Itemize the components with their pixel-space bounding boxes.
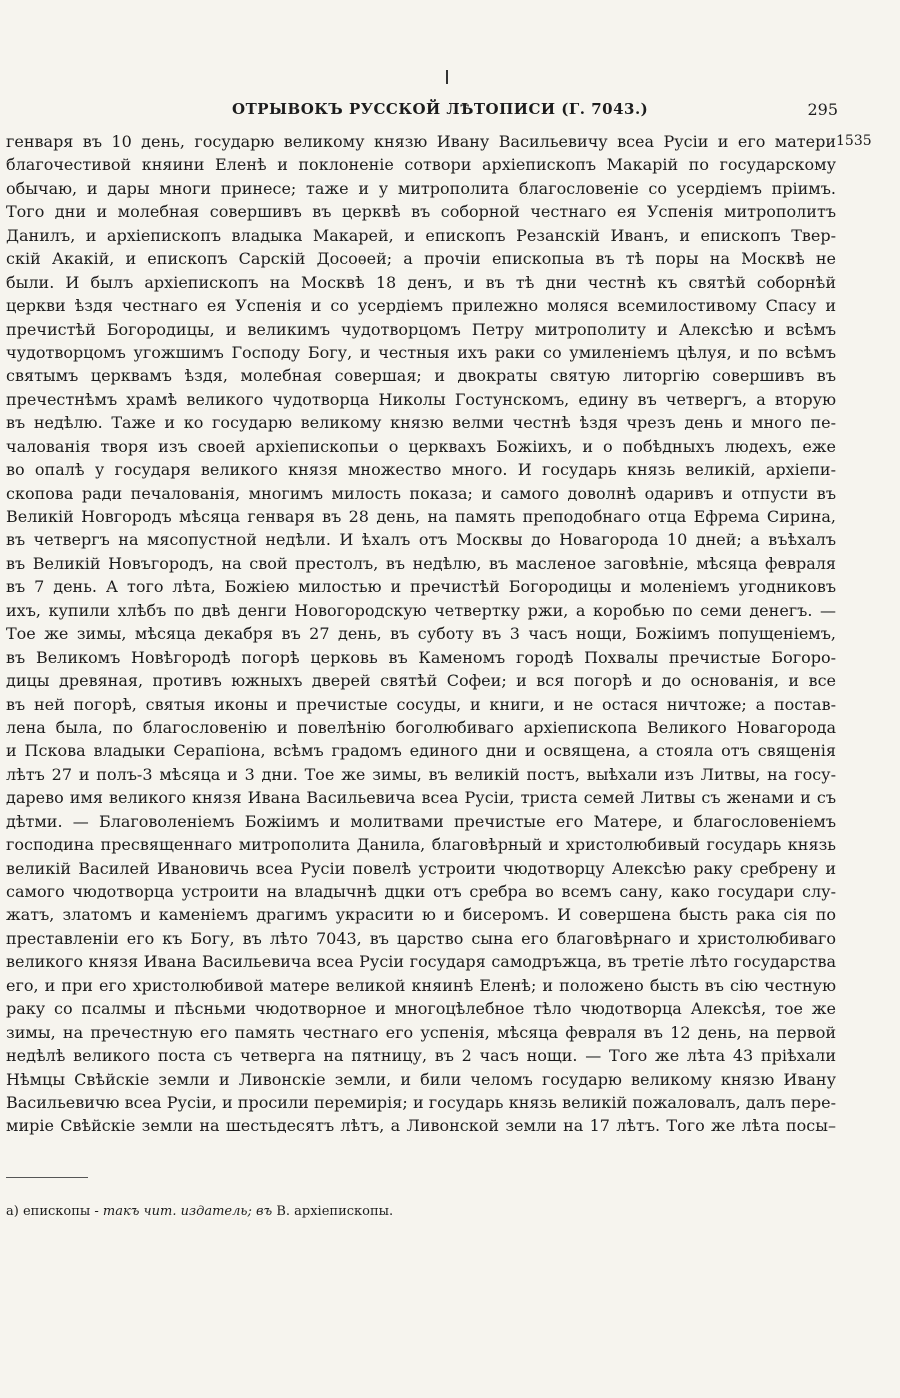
text-line: Васильевичю всеа Русіи, и просили перемирія; и государь князь великій пожаловалъ, далъ пере- (6, 1092, 836, 1112)
text-line: самого чюдотворца устроити на владычнѣ дцки отъ сребра во всемъ сану, како государи слу- (6, 882, 836, 901)
text-line: обычаю, и дары многи принесе; таже и у митрополита благословеніе со усердіемъ пріимъ. (6, 178, 836, 198)
text-line: его, и при его христолюбивой матере великой княинѣ Еленѣ; и положено бысть въ сію честную (6, 975, 836, 995)
text-line: Великій Новгородъ мѣсяца генваря въ 28 день, на память преподобнаго отца Ефрема Сирина, (6, 507, 836, 526)
text-line: въ Великій Новъгородъ, на свой престолъ, въ недѣлю, въ масленое заговѣніе, мѣсяца февраля (6, 553, 836, 573)
text-line: лена была, по благословенію и повелѣнію боголюбиваго архіепископа Великого Новагорода (6, 717, 836, 737)
text-line: во опалѣ у государя великого князя множество много. И государь князь великій, архіепи- (6, 460, 836, 480)
text-line: Тое же зимы, мѣсяца декабря въ 27 день, въ суботу въ 3 часъ нощи, Божіимъ попущеніемъ, (6, 624, 836, 644)
running-title: ОТРЫВОКЪ РУССКОЙ ЛѢТОПИСИ (Г. 7043.) (232, 100, 649, 118)
text-line: и Пскова владыки Серапіона, всѣмъ градомъ единого дни и освящена, а стояла отъ священія (6, 741, 836, 761)
text-line: въ 7 день. А того лѣта, Божіею милостью и пречистѣй Богородицы и моленіемъ угодниковъ (6, 577, 836, 597)
text-line: пречистѣй Богородицы, и великимъ чудотворцомъ Петру митрополиту и Алексѣю и всѣмъ (6, 319, 836, 339)
margin-year: 1535 (836, 133, 872, 149)
text-line: жатъ, златомъ и каменіемъ драгимъ украсити ю и бисеромъ. И совершена бысть рака сія по (6, 905, 836, 925)
text-line: въ четвергъ на мясопустной недѣли. И ѣхалъ отъ Москвы до Новагорода 10 дней; а въѣхалъ (6, 530, 836, 550)
text-line: лѣтъ 27 и полъ-3 мѣсяца и 3 дни. Тое же зимы, въ великій постъ, выѣхали изъ Литвы, на госу- (6, 764, 836, 784)
text-line: миріе Свѣйскіе земли на шестьдесятъ лѣтъ, а Ливонской земли на 17 лѣтъ. Того же лѣта посы– (6, 1116, 836, 1136)
text-line: раку со псалмы и пѣсньми чюдотворное и многоцѣлебное тѣло чюдотворца Алексѣя, тое же (6, 999, 836, 1019)
top-mark (446, 70, 448, 84)
text-line: дицы древяная, противъ южныхъ дверей святѣй Софеи; и вся погорѣ и до основанія, и все (6, 671, 836, 691)
footnote-marker: а) (6, 1204, 19, 1219)
text-line: святымъ церквамъ ѣздя, молебная совершая; и двократы святую литоргію совершивъ въ (6, 366, 836, 386)
page-number: 295 (807, 100, 838, 119)
footnote-rule (6, 1177, 88, 1178)
text-line: скій Акакій, и епископъ Сарскій Досоѳей; а прочіи епископыа въ тѣ поры на Москвѣ не (6, 249, 836, 269)
footnote-rest: В. архіепископы. (276, 1204, 394, 1219)
text-line: пречестнѣмъ храмѣ великого чудотворца Николы Гостунскомъ, едину въ четвергъ, а вторую (6, 389, 836, 409)
text-line: Того дни и молебная совершивъ въ церквѣ въ соборной честнаго ея Успенія митрополитъ (6, 202, 836, 222)
text-line: благочестивой княини Еленѣ и поклоненіе сотвори архіепископъ Макарій по государскому (6, 155, 836, 175)
text-line: въ ней погорѣ, святыя иконы и пречистые сосуды, и книги, и не остася ничтоже; а постав- (6, 694, 836, 714)
footnote-word: епископы (22, 1204, 91, 1219)
page-header (0, 100, 900, 124)
text-line: чудотворцомъ угожшимъ Господу Богу, и честныя ихъ раки со умиленіемъ цѣлуя, и по всѣмъ (6, 342, 836, 362)
text-line: Данилъ, и архіепископъ владыка Макарей, и епископъ Резанскій Иванъ, и епископъ Твер- (6, 225, 836, 245)
text-line: были. И былъ архіепископъ на Москвѣ 18 денъ, и въ тѣ дни честнѣ къ святѣй соборнѣй (6, 272, 836, 292)
text-line: дарево имя великого князя Ивана Васильевича всеа Русіи, триста семей Литвы съ женами и съ (6, 788, 836, 808)
text-line: преставленіи его къ Богу, въ лѣто 7043, въ царство сына его благовѣрнаго и христолюбиваго (6, 928, 836, 948)
text-line: зимы, на пречестную его память честнаго его успенія, мѣсяца февраля въ 12 день, на первой (6, 1022, 836, 1042)
body-text (6, 130, 836, 1138)
text-line: господина пресвященнаго митрополита Данила, благовѣрный и христолюбивый государь князь (6, 835, 836, 855)
footnote-note: такъ чит. издатель; въ (102, 1204, 273, 1219)
text-line: недѣлѣ великого поста съ четверга на пятницу, въ 2 часъ нощи. — Того же лѣта 43 пріѣхали (6, 1046, 836, 1066)
text-line: скопова ради печалованія, многимъ милость показа; и самого доволнѣ одаривъ и отпусти въ (6, 483, 836, 503)
text-line: въ Великомъ Новѣгородѣ погорѣ церковь въ Каменомъ городѣ Похвалы пречистые Богоро- (6, 647, 836, 667)
text-line: Нѣмцы Свѣйскіе земли и Ливонскіе земли, и били челомъ государю великому князю Ивану (6, 1069, 836, 1089)
text-line: дѣтми. — Благоволеніемъ Божіимъ и молитвами пречистые его Матере, и благословеніемъ (6, 811, 836, 831)
text-line: чалованія творя изъ своей архіепископьи о церквахъ Божіихъ, и о побѣдныхъ людехъ, еже (6, 436, 836, 456)
text-line: великого князя Ивана Васильевича всеа Русіи государя самодръжца, въ третіе лѣто государства (6, 952, 836, 972)
text-line: великій Василей Ивановичь всеа Русіи повелѣ устроити чюдотворцу Алексѣю раку сребрену и (6, 858, 836, 878)
text-line: ихъ, купили хлѣбъ по двѣ денги Новогородскую четвертку ржи, а коробью по семи денегъ. — (6, 600, 836, 620)
text-line: въ недѣлю. Таже и ко государю великому князю велми честнѣ ѣздя чрезъ день и много пе- (6, 413, 836, 433)
footnote: а) епископы - такъ чит. издатель; въ В. архіепископы. (6, 1204, 394, 1219)
text-line: генваря въ 10 день, государю великому князю Ивану Васильевичу всеа Русіи и его матери (6, 132, 836, 151)
text-line: церкви ѣздя честнаго ея Успенія и со усердіемъ прилежно моляся всемилостивому Спасу и (6, 296, 836, 316)
